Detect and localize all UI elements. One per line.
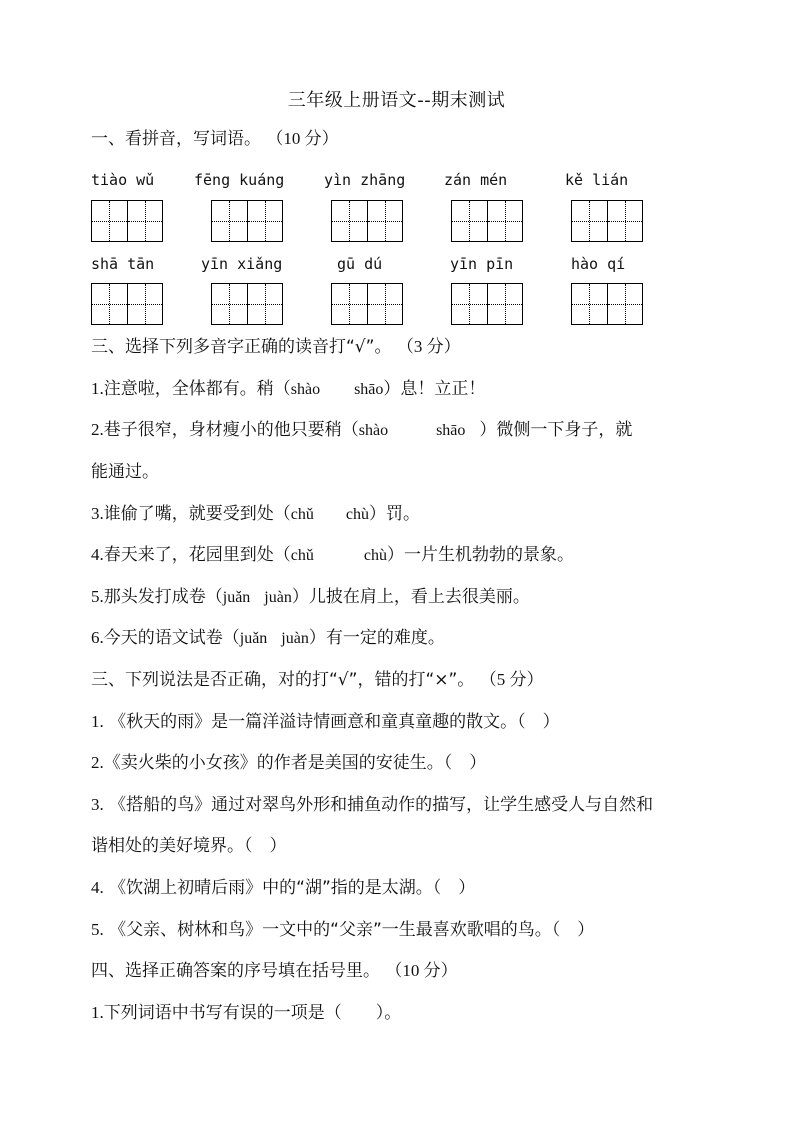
writing-grid-box[interactable]: [211, 200, 283, 242]
pinyin-option[interactable]: juàn: [281, 630, 309, 647]
pinyin-label: zán mén: [444, 171, 508, 189]
writing-grid-box[interactable]: [91, 200, 163, 242]
answer-blank[interactable]: （ ）: [244, 836, 287, 855]
writing-grid-box[interactable]: [451, 200, 523, 242]
question-item: [91, 1001, 401, 1025]
question-text: 《父亲、树林和鸟》一文中的“父亲”一生最喜欢歌唱的鸟。: [109, 920, 552, 940]
question-item: [91, 502, 420, 527]
question-text: 谐相处的美好境界。: [91, 836, 244, 856]
question-number: 5.: [91, 587, 104, 606]
section2-heading: [91, 335, 461, 359]
pinyin-option[interactable]: shāo: [436, 422, 466, 439]
writing-grid-box[interactable]: [331, 200, 403, 242]
question-text: 那头发打成卷（: [103, 587, 223, 607]
question-text: ）罚。: [368, 504, 420, 524]
question-item: [91, 876, 475, 900]
question-text: 巷子很窄，身材瘦小的他只要稍（: [103, 420, 359, 440]
question-continuation: [91, 834, 287, 858]
question-text: ）。: [375, 1003, 402, 1023]
question-text: ）微侧一下身子，就: [479, 420, 633, 440]
question-item: [91, 418, 632, 443]
pinyin-option[interactable]: chǔ: [290, 547, 314, 564]
answer-blank[interactable]: （ ）: [443, 753, 487, 772]
pinyin-label: yīn xiǎng: [201, 255, 283, 273]
pinyin-option[interactable]: chù: [345, 506, 369, 523]
question-number: 1.: [91, 379, 104, 398]
question-item: [91, 751, 486, 775]
writing-grid-box[interactable]: [571, 200, 643, 242]
question-text: 谁偷了嘴，就要受到处（: [103, 504, 291, 524]
pinyin-option[interactable]: chù: [363, 547, 387, 564]
pinyin-option[interactable]: shào: [358, 422, 389, 439]
question-text: 《卖火柴的小女孩》的作者是美国的安徒生。: [103, 753, 444, 773]
question-number: 1.: [91, 1003, 104, 1022]
section1-heading-text: 一、看拼音，写词语。: [91, 129, 261, 149]
answer-blank[interactable]: （ ）: [551, 920, 595, 939]
pinyin-label: hào qí: [571, 255, 626, 273]
exam-title: 三年级上册语文--期末测试: [287, 90, 506, 111]
section4-score: （10 分）: [385, 961, 458, 980]
question-number: 2.: [91, 420, 104, 439]
question-text: 下列词语中书写有误的一项是（: [103, 1003, 342, 1023]
answer-blank[interactable]: [342, 1003, 376, 1023]
question-text: 《秋天的雨》是一篇洋溢诗情画意和童真童趣的散文。: [109, 712, 518, 732]
question-item: [91, 585, 530, 610]
question-continuation: 能通过。: [91, 462, 159, 482]
question-number: 5.: [91, 920, 104, 939]
answer-blank[interactable]: （ ）: [517, 712, 560, 731]
question-item: [91, 377, 485, 402]
question-item: [91, 918, 594, 942]
writing-grid-box[interactable]: [571, 283, 643, 325]
section4-heading: [91, 959, 458, 983]
pinyin-label: yìn zhāng: [324, 171, 406, 189]
section2-heading-text: 三、选择下列多音字正确的读音打“√”。: [91, 337, 392, 357]
question-text: 今天的语文试卷（: [103, 628, 240, 648]
writing-grid-box[interactable]: [211, 283, 283, 325]
question-item: [91, 710, 560, 734]
pinyin-option[interactable]: juǎn: [239, 630, 268, 647]
pinyin-option[interactable]: shào: [290, 381, 321, 398]
question-number: 6.: [91, 628, 104, 647]
section3-heading: [91, 668, 543, 692]
question-text: ）儿披在肩上，看上去很美丽。: [291, 587, 530, 607]
writing-grid-box[interactable]: [331, 283, 403, 325]
section1-heading: [91, 127, 339, 151]
pinyin-label: gū dú: [337, 255, 383, 273]
question-item: [91, 626, 445, 651]
pinyin-option[interactable]: chǔ: [290, 506, 314, 523]
question-item: [91, 543, 574, 568]
question-item: [91, 793, 653, 817]
pinyin-option[interactable]: juǎn: [222, 589, 251, 606]
question-text: 《饮湖上初晴后雨》中的“湖”指的是太湖。: [109, 878, 433, 898]
pinyin-option[interactable]: juàn: [264, 589, 292, 606]
pinyin-label: kě lián: [565, 171, 629, 189]
answer-blank[interactable]: （ ）: [432, 878, 476, 897]
pinyin-label: yīn pīn: [450, 255, 514, 273]
pinyin-label: fēng kuáng: [194, 171, 285, 189]
question-number: 3.: [91, 795, 104, 814]
writing-grid-box[interactable]: [451, 283, 523, 325]
question-text: ）有一定的难度。: [308, 628, 445, 648]
pinyin-label: shā tān: [91, 255, 155, 273]
section1-score: （10 分）: [266, 129, 339, 148]
question-text: 春天来了，花园里到处（: [103, 545, 291, 565]
question-number: 1.: [91, 712, 104, 731]
section3-heading-text: 三、下列说法是否正确，对的打“√”，错的打“×”。: [91, 670, 475, 690]
question-number: 4.: [91, 878, 104, 897]
question-text: 《搭船的鸟》通过对翠鸟外形和捕鱼动作的描写，让学生感受人与自然和: [109, 795, 654, 815]
question-text: ）息！立正！: [383, 379, 486, 399]
question-number: 4.: [91, 545, 104, 564]
question-text: ）一片生机勃勃的景象。: [386, 545, 574, 565]
pinyin-label: tiào wǔ: [91, 171, 155, 189]
writing-grid-box[interactable]: [91, 283, 163, 325]
pinyin-option[interactable]: shāo: [354, 381, 384, 398]
question-text: 注意啦，全体都有。稍（: [103, 379, 291, 399]
question-number: 2.: [91, 753, 104, 772]
section3-score: （5 分）: [479, 670, 544, 689]
section2-score: （3 分）: [396, 337, 461, 356]
section4-heading-text: 四、选择正确答案的序号填在括号里。: [91, 961, 380, 981]
question-number: 3.: [91, 504, 104, 523]
